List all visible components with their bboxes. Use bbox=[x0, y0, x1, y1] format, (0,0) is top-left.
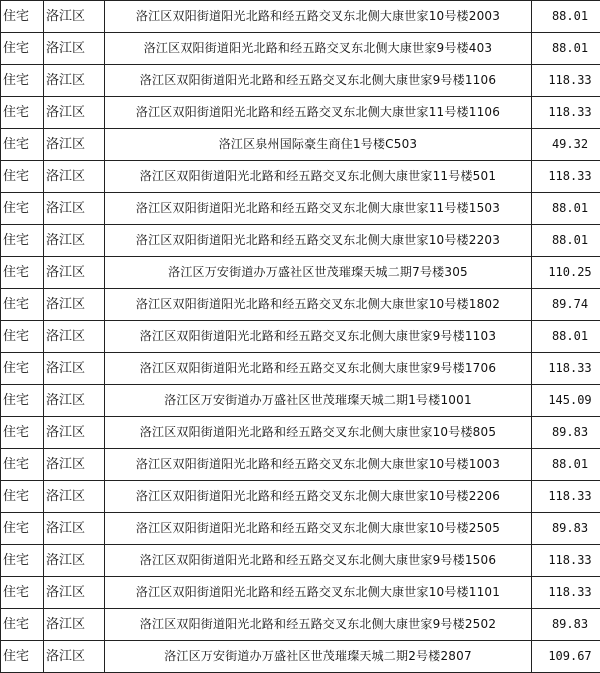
cell-type: 住宅 bbox=[1, 481, 44, 513]
table-row bbox=[1, 65, 600, 97]
cell-address: 洛江区万安街道办万盛社区世茂璀璨天城二期7号楼305 bbox=[105, 257, 532, 289]
table-row bbox=[1, 33, 600, 65]
table-row bbox=[1, 353, 600, 385]
cell-type: 住宅 bbox=[1, 1, 44, 33]
cell-area: 118.33 bbox=[532, 353, 600, 385]
table-row bbox=[1, 129, 600, 161]
cell-district: 洛江区 bbox=[44, 481, 105, 513]
cell-district: 洛江区 bbox=[44, 33, 105, 65]
cell-address: 洛江区双阳街道阳光北路和经五路交叉东北侧大康世家10号楼805 bbox=[105, 417, 532, 449]
cell-type: 住宅 bbox=[1, 417, 44, 449]
cell-type: 住宅 bbox=[1, 257, 44, 289]
table-row bbox=[1, 513, 600, 545]
cell-type: 住宅 bbox=[1, 449, 44, 481]
cell-address: 洛江区双阳街道阳光北路和经五路交叉东北侧大康世家9号楼2502 bbox=[105, 609, 532, 641]
cell-district: 洛江区 bbox=[44, 353, 105, 385]
table-row bbox=[1, 193, 600, 225]
cell-area: 89.83 bbox=[532, 609, 600, 641]
cell-district: 洛江区 bbox=[44, 129, 105, 161]
cell-type: 住宅 bbox=[1, 225, 44, 257]
cell-address: 洛江区双阳街道阳光北路和经五路交叉东北侧大康世家10号楼1003 bbox=[105, 449, 532, 481]
cell-type: 住宅 bbox=[1, 577, 44, 609]
cell-address: 洛江区双阳街道阳光北路和经五路交叉东北侧大康世家11号楼1106 bbox=[105, 97, 532, 129]
cell-district: 洛江区 bbox=[44, 1, 105, 33]
cell-address: 洛江区双阳街道阳光北路和经五路交叉东北侧大康世家10号楼1802 bbox=[105, 289, 532, 321]
table-row bbox=[1, 1, 600, 33]
table-row bbox=[1, 97, 600, 129]
cell-area: 118.33 bbox=[532, 161, 600, 193]
cell-type: 住宅 bbox=[1, 385, 44, 417]
table-row bbox=[1, 321, 600, 353]
cell-address: 洛江区双阳街道阳光北路和经五路交叉东北侧大康世家10号楼2206 bbox=[105, 481, 532, 513]
cell-type: 住宅 bbox=[1, 353, 44, 385]
table-body bbox=[1, 1, 600, 673]
table-row bbox=[1, 289, 600, 321]
cell-district: 洛江区 bbox=[44, 97, 105, 129]
cell-district: 洛江区 bbox=[44, 257, 105, 289]
cell-area: 88.01 bbox=[532, 321, 600, 353]
cell-area: 118.33 bbox=[532, 481, 600, 513]
cell-area: 118.33 bbox=[532, 577, 600, 609]
cell-area: 118.33 bbox=[532, 65, 600, 97]
cell-district: 洛江区 bbox=[44, 385, 105, 417]
cell-area: 110.25 bbox=[532, 257, 600, 289]
cell-area: 118.33 bbox=[532, 545, 600, 577]
cell-type: 住宅 bbox=[1, 161, 44, 193]
cell-address: 洛江区双阳街道阳光北路和经五路交叉东北侧大康世家11号楼1503 bbox=[105, 193, 532, 225]
cell-type: 住宅 bbox=[1, 609, 44, 641]
cell-address: 洛江区双阳街道阳光北路和经五路交叉东北侧大康世家10号楼2003 bbox=[105, 1, 532, 33]
cell-area: 145.09 bbox=[532, 385, 600, 417]
cell-district: 洛江区 bbox=[44, 449, 105, 481]
cell-district: 洛江区 bbox=[44, 513, 105, 545]
cell-district: 洛江区 bbox=[44, 289, 105, 321]
cell-type: 住宅 bbox=[1, 65, 44, 97]
cell-district: 洛江区 bbox=[44, 609, 105, 641]
cell-address: 洛江区双阳街道阳光北路和经五路交叉东北侧大康世家9号楼1506 bbox=[105, 545, 532, 577]
cell-district: 洛江区 bbox=[44, 417, 105, 449]
cell-address: 洛江区万安街道办万盛社区世茂璀璨天城二期1号楼1001 bbox=[105, 385, 532, 417]
cell-area: 88.01 bbox=[532, 193, 600, 225]
cell-district: 洛江区 bbox=[44, 225, 105, 257]
cell-address: 洛江区双阳街道阳光北路和经五路交叉东北侧大康世家9号楼403 bbox=[105, 33, 532, 65]
cell-address: 洛江区双阳街道阳光北路和经五路交叉东北侧大康世家10号楼2505 bbox=[105, 513, 532, 545]
table-row bbox=[1, 577, 600, 609]
cell-area: 89.74 bbox=[532, 289, 600, 321]
cell-address: 洛江区万安街道办万盛社区世茂璀璨天城二期2号楼2807 bbox=[105, 641, 532, 673]
cell-type: 住宅 bbox=[1, 193, 44, 225]
cell-type: 住宅 bbox=[1, 289, 44, 321]
cell-area: 89.83 bbox=[532, 417, 600, 449]
table-row bbox=[1, 609, 600, 641]
cell-address: 洛江区双阳街道阳光北路和经五路交叉东北侧大康世家10号楼1101 bbox=[105, 577, 532, 609]
cell-type: 住宅 bbox=[1, 129, 44, 161]
table-row bbox=[1, 545, 600, 577]
cell-district: 洛江区 bbox=[44, 161, 105, 193]
cell-type: 住宅 bbox=[1, 641, 44, 673]
table-row bbox=[1, 257, 600, 289]
cell-district: 洛江区 bbox=[44, 193, 105, 225]
cell-area: 88.01 bbox=[532, 225, 600, 257]
cell-address: 洛江区双阳街道阳光北路和经五路交叉东北侧大康世家9号楼1706 bbox=[105, 353, 532, 385]
cell-district: 洛江区 bbox=[44, 545, 105, 577]
table-row bbox=[1, 417, 600, 449]
cell-address: 洛江区双阳街道阳光北路和经五路交叉东北侧大康世家11号楼501 bbox=[105, 161, 532, 193]
cell-district: 洛江区 bbox=[44, 641, 105, 673]
table-row bbox=[1, 641, 600, 673]
cell-type: 住宅 bbox=[1, 321, 44, 353]
cell-address: 洛江区双阳街道阳光北路和经五路交叉东北侧大康世家10号楼2203 bbox=[105, 225, 532, 257]
cell-type: 住宅 bbox=[1, 33, 44, 65]
cell-district: 洛江区 bbox=[44, 65, 105, 97]
cell-address: 洛江区双阳街道阳光北路和经五路交叉东北侧大康世家9号楼1103 bbox=[105, 321, 532, 353]
table-row bbox=[1, 385, 600, 417]
table-row bbox=[1, 481, 600, 513]
cell-type: 住宅 bbox=[1, 97, 44, 129]
cell-area: 89.83 bbox=[532, 513, 600, 545]
table-row bbox=[1, 449, 600, 481]
cell-district: 洛江区 bbox=[44, 321, 105, 353]
cell-type: 住宅 bbox=[1, 513, 44, 545]
cell-area: 88.01 bbox=[532, 1, 600, 33]
table-row bbox=[1, 161, 600, 193]
cell-address: 洛江区双阳街道阳光北路和经五路交叉东北侧大康世家9号楼1106 bbox=[105, 65, 532, 97]
cell-address: 洛江区泉州国际豪生商住1号楼C503 bbox=[105, 129, 532, 161]
cell-area: 109.67 bbox=[532, 641, 600, 673]
table-row bbox=[1, 225, 600, 257]
cell-area: 88.01 bbox=[532, 449, 600, 481]
cell-area: 88.01 bbox=[532, 33, 600, 65]
cell-area: 118.33 bbox=[532, 97, 600, 129]
cell-type: 住宅 bbox=[1, 545, 44, 577]
cell-area: 49.32 bbox=[532, 129, 600, 161]
cell-district: 洛江区 bbox=[44, 577, 105, 609]
